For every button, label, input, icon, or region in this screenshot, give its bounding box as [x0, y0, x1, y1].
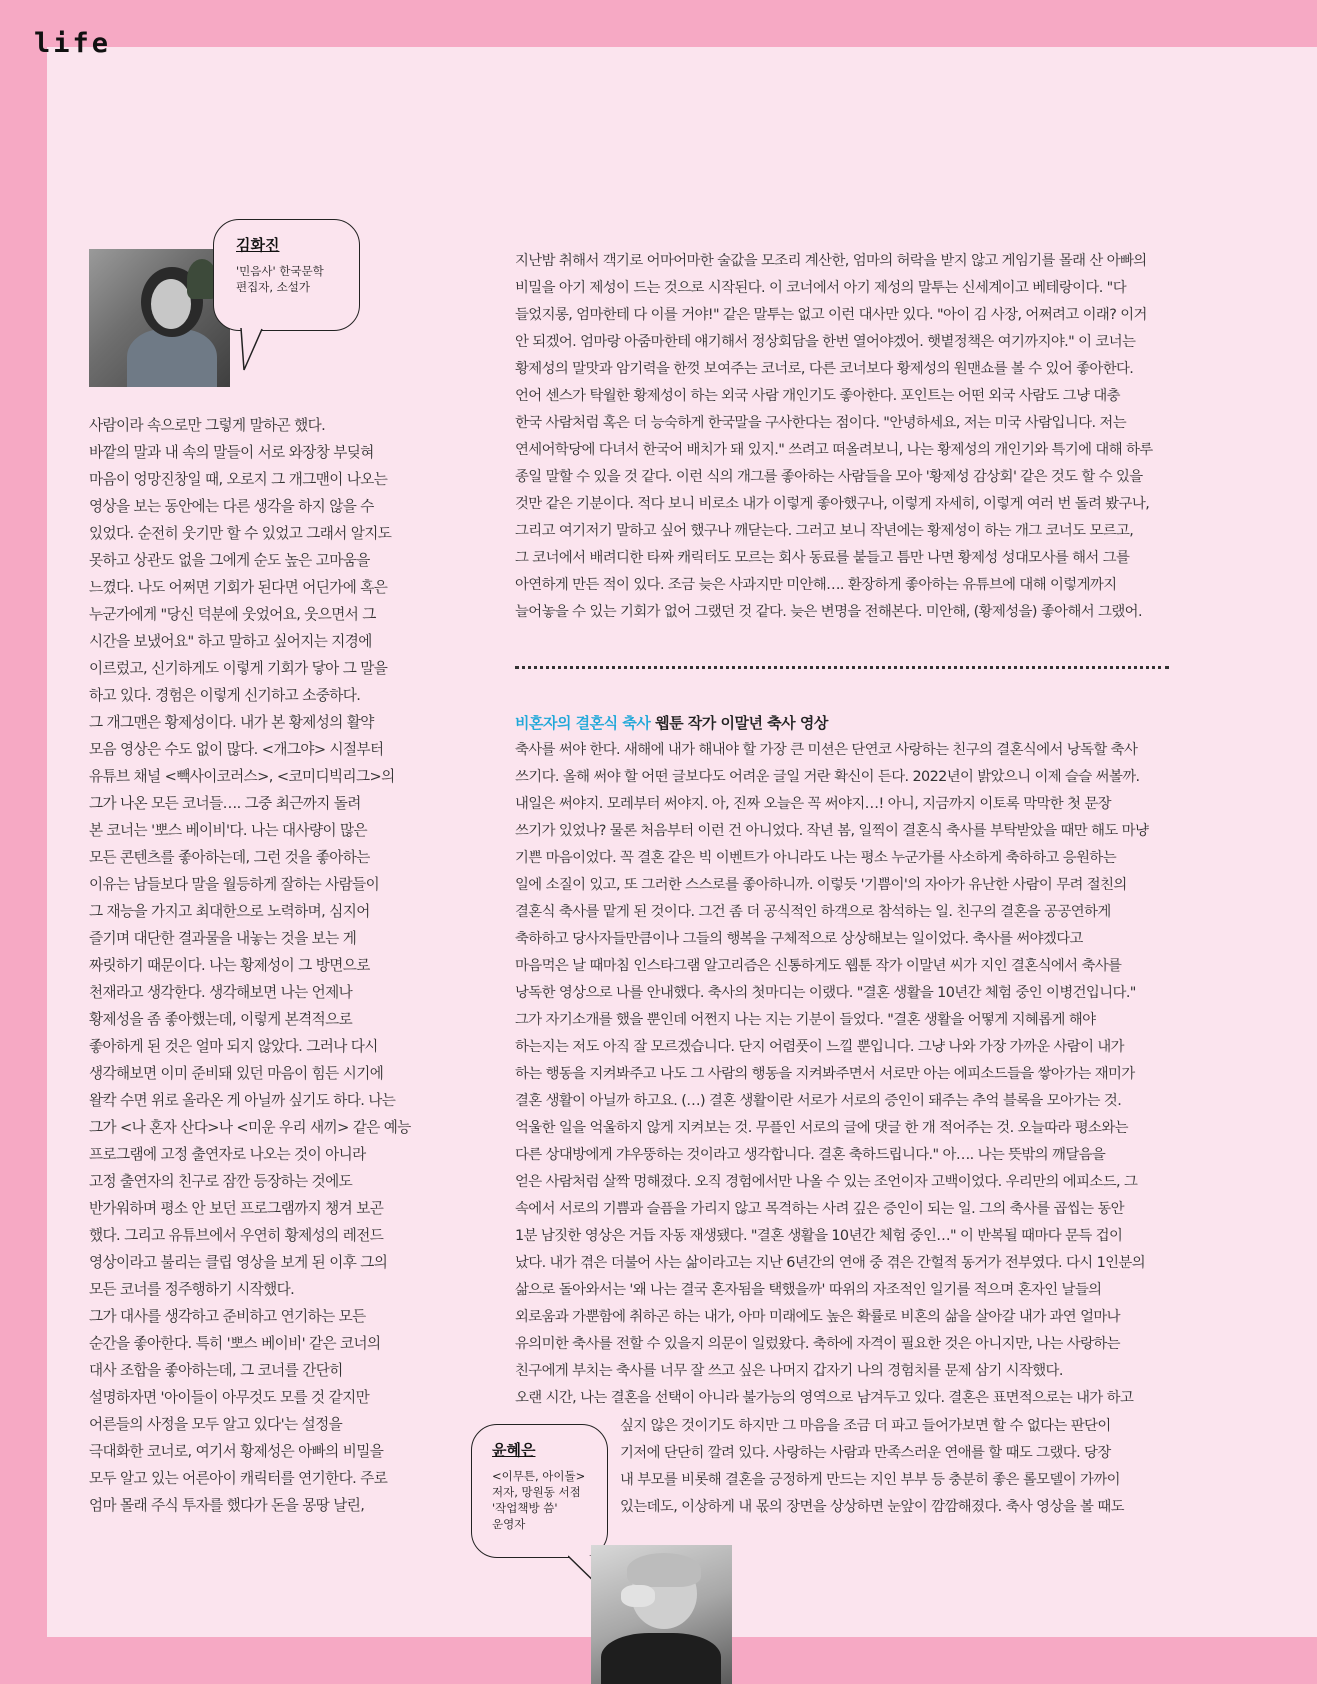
text-line: 그가 자기소개를 했을 뿐인데 어쩐지 나는 지는 기분이 들었다. "결혼 생활을 어떻게 지혜롭게 해야 — [515, 1012, 1096, 1028]
text-line: 유튜브 채널 <빽사이코러스>, <코미디빅리그>의 — [89, 768, 395, 785]
author1-bubble-tail — [240, 328, 264, 372]
text-line: 대사 조합을 좋아하는데, 그 코너를 간단히 — [89, 1362, 343, 1379]
text-line: 본 코너는 '뽀스 베이비'다. 나는 대사량이 많은 — [89, 822, 368, 839]
text-line: 그 재능을 가지고 최대한으로 노력하며, 심지어 — [89, 903, 370, 920]
text-line: 얻은 사람처럼 살짝 멍해졌다. 오직 경험에서만 나올 수 있는 조언이자 고백이었다. 우리만의 에피소드, 그 — [515, 1174, 1138, 1190]
text-line: 황제성의 말맛과 암기력을 한껏 보여주는 코너로, 다른 코너보다 황제성의 원맨쇼를 볼 수 있어 좋아한다. — [515, 361, 1134, 377]
text-line: 프로그램에 고정 출연자로 나오는 것이 아니라 — [89, 1146, 366, 1163]
text-line: 짜릿하기 때문이다. 나는 황제성이 그 방면으로 — [89, 957, 370, 974]
text-line: 누군가에게 "당신 덕분에 웃었어요, 웃으면서 그 — [89, 606, 376, 623]
text-line: 어른들의 사정을 모두 알고 있다'는 설정을 — [89, 1416, 343, 1433]
author2-photo — [591, 1545, 732, 1684]
text-line: 낭독한 영상으로 나를 안내했다. 축사의 첫마디는 이랬다. "결혼 생활을 10년간 체험 중인 이병건입니다." — [515, 985, 1136, 1001]
text-line: 영상을 보는 동안에는 다른 생각을 하지 않을 수 — [89, 498, 374, 515]
text-line: 결혼 생활이 아닐까 하고요. (…) 결혼 생활이란 서로가 서로의 증인이 돼주는 추억 블록을 모아가는 것. — [515, 1093, 1122, 1109]
section-divider — [515, 666, 1169, 669]
text-line: 엄마 몰래 주식 투자를 했다가 돈을 몽땅 날린, — [89, 1497, 365, 1514]
text-line: 바깥의 말과 내 속의 말들이 서로 와장창 부딪혀 — [89, 444, 374, 461]
text-line: 모든 콘텐츠를 좋아하는데, 그런 것을 좋아하는 — [89, 849, 370, 866]
text-line: 결혼식 축사를 맡게 된 것이다. 그건 좀 더 공식적인 하객으로 참석하는 일. 친구의 결혼을 공공연하게 — [515, 904, 1111, 920]
text-line: 속에서 서로의 기쁨과 슬픔을 가리지 않고 목격하는 사려 깊은 증인이 되는 일. 그의 축사를 곱씹는 동안 — [515, 1201, 1124, 1217]
text-line: 쓰기다. 올해 써야 할 어떤 글보다도 어려운 글일 거란 확신이 든다. 2022년이 밝았으니 이제 슬슬 써볼까. — [515, 769, 1140, 785]
author2-desc-line: <이무튼, 아이돌> — [492, 1469, 586, 1483]
right-bottom-column — [515, 737, 1148, 1412]
text-line: 즐기며 대단한 결과물을 내놓는 것을 보는 게 — [89, 930, 357, 947]
text-line: 언어 센스가 탁월한 황제성이 하는 외국 사람 개인기도 좋아한다. 포인트는 어떤 외국 사람도 그냥 대충 — [515, 388, 1120, 404]
section-label: life — [34, 28, 112, 59]
author1-desc-line: '민음사' 한국문학 — [236, 264, 324, 278]
text-line: 시간을 보냈어요" 하고 말하고 싶어지는 지경에 — [89, 633, 372, 650]
text-line: 들었지롱, 엄마한테 다 이를 거야!" 같은 말투는 없고 이런 대사만 있다. "아이 김 사장, 어쩌려고 이래? 이거 — [515, 307, 1147, 323]
text-line: 축하하고 당사자들만큼이나 그들의 행복을 구체적으로 상상해보는 일이었다. 축사를 써야겠다고 — [515, 931, 1083, 947]
text-line: 쓰기가 있었나? 물론 처음부터 이런 건 아니었다. 작년 봄, 일찍이 결혼식 축사를 부탁받았을 때만 해도 마냥 — [515, 823, 1149, 839]
text-line: 극대화한 코너로, 여기서 황제성은 아빠의 비밀을 — [89, 1443, 384, 1460]
text-line: 그가 <나 혼자 산다>나 <미운 우리 새끼> 같은 예능 — [89, 1119, 411, 1136]
text-line: 늘어놓을 수 있는 기회가 없어 그랬던 것 같다. 늦은 변명을 전해본다. 미안해, (황제성을) 좋아해서 그랬어. — [515, 604, 1142, 620]
heading-accent: 비혼자의 결혼식 축사 — [515, 714, 651, 732]
text-line: 설명하자면 '아이들이 아무것도 모를 것 같지만 — [89, 1389, 370, 1406]
text-line: 생각해보면 이미 준비돼 있던 마음이 힘든 시기에 — [89, 1065, 384, 1082]
text-line: 지난밤 취해서 객기로 어마어마한 술값을 모조리 계산한, 엄마의 허락을 받지 않고 게임기를 몰래 산 아빠의 — [515, 253, 1147, 269]
text-line: 안 되겠어. 엄마랑 아줌마한테 얘기해서 정상회담을 한번 열어야겠어. 햇볕정책은 여기까지야." 이 코너는 — [515, 334, 1136, 350]
text-line: 못하고 상관도 없을 그에게 순도 높은 고마움을 — [89, 552, 370, 569]
text-line: 연세어학당에 다녀서 한국어 배치가 돼 있지." 쓰려고 떠올려보니, 나는 황제성의 개인기와 특기에 대해 하루 — [515, 442, 1153, 458]
text-line: 이유는 남들보다 말을 월등하게 잘하는 사람들이 — [89, 876, 380, 893]
text-line: 일에 소질이 있고, 또 그러한 스스로를 좋아하니까. 이렇듯 '기쁨이'의 자아가 유난한 사람이 무려 절친의 — [515, 877, 1127, 893]
text-line: 그 개그맨은 황제성이다. 내가 본 황제성의 활약 — [89, 714, 374, 731]
author1-photo — [89, 249, 230, 387]
heading-rest: 웹툰 작가 이말년 축사 영상 — [650, 714, 828, 732]
text-line: 있었다. 순전히 웃기만 할 수 있었고 그래서 알지도 — [89, 525, 392, 542]
text-line: 천재라고 생각한다. 생각해보면 나는 언제나 — [89, 984, 353, 1001]
author2-desc-line: '작업책방 씀' — [492, 1501, 558, 1515]
text-line: 모음 영상은 수도 없이 많다. <개그야> 시절부터 — [89, 741, 384, 758]
text-line: 반가워하며 평소 안 보던 프로그램까지 챙겨 보곤 — [89, 1200, 384, 1217]
left-column — [89, 412, 411, 1519]
text-line: 내일은 써야지. 모레부터 써야지. 아, 진짜 오늘은 꼭 써야지…! 아니, 지금까지 이토록 막막한 첫 문장 — [515, 796, 1111, 812]
text-line: 영상이라고 불리는 클립 영상을 보게 된 이후 그의 — [89, 1254, 388, 1271]
text-line: 하는 행동을 지켜봐주고 나도 그 사람의 행동을 지켜봐주면서 서로만 아는 에피소드들을 쌓아가는 재미가 — [515, 1066, 1135, 1082]
text-line: 축사를 써야 한다. 새해에 내가 해내야 할 가장 큰 미션은 단연코 사랑하는 친구의 결혼식에서 낭독할 축사 — [515, 742, 1138, 758]
text-line: 오랜 시간, 나는 결혼을 선택이 아니라 불가능의 영역으로 남겨두고 있다. 결혼은 표면적으로는 내가 하고 — [515, 1390, 1134, 1406]
text-line: 삶으로 돌아와서는 '왜 나는 결국 혼자됨을 택했을까' 따위의 자조적인 일기를 적으며 혼자인 날들의 — [515, 1282, 1102, 1298]
text-line: 왈칵 수면 위로 올라온 게 아닐까 싶기도 하다. 나는 — [89, 1092, 396, 1109]
right-top-column — [515, 248, 1153, 626]
text-line: 것만 같은 기분이다. 적다 보니 비로소 내가 이렇게 좋아했구나, 이렇게 자세히, 이렇게 여러 번 돌려 봤구나, — [515, 496, 1150, 512]
text-line: 느꼈다. 나도 어쩌면 기회가 된다면 어딘가에 혹은 — [89, 579, 388, 596]
text-line: 아연하게 만든 적이 있다. 조금 늦은 사과지만 미안해…. 환장하게 좋아하는 유튜브에 대해 이렇게까지 — [515, 577, 1117, 593]
text-line: 내 부모를 비롯해 결혼을 긍정하게 만드는 지인 부부 등 충분히 좋은 롤모델이 가까이 — [620, 1472, 1120, 1488]
section-heading — [515, 712, 828, 733]
text-line: 그가 나온 모든 코너들…. 그중 최근까지 돌려 — [89, 795, 361, 812]
text-line: 유의미한 축사를 전할 수 있을지 의문이 일렀왔다. 축하에 자격이 필요한 것은 아니지만, 나는 사랑하는 — [515, 1336, 1120, 1352]
author2-bubble — [471, 1424, 608, 1558]
text-line: 한국 사람처럼 혹은 더 능숙하게 한국말을 구사한다는 점이다. "안녕하세요, 저는 미국 사람입니다. 저는 — [515, 415, 1126, 431]
text-line: 기저에 단단히 깔려 있다. 사랑하는 사람과 만족스러운 연애를 할 때도 그랬다. 당장 — [620, 1445, 1111, 1461]
text-line: 싶지 않은 것이기도 하지만 그 마음을 조금 더 파고 들어가보면 할 수 없다는 판단이 — [620, 1418, 1111, 1434]
text-line: 종일 말할 수 있을 것 같다. 이런 식의 개그를 좋아하는 사람들을 모아 '황제성 감상회' 같은 것도 할 수 있을 — [515, 469, 1143, 485]
text-line: 모든 코너를 정주행하기 시작했다. — [89, 1281, 295, 1298]
text-line: 사람이라 속으로만 그렇게 말하곤 했다. — [89, 417, 326, 434]
author2-desc-line: 운영자 — [492, 1517, 526, 1531]
right-bottom-tail — [620, 1413, 1124, 1521]
text-line: 있는데도, 이상하게 내 몫의 장면을 상상하면 눈앞이 깜깜해졌다. 축사 영상을 볼 때도 — [620, 1499, 1124, 1515]
text-line: 기쁜 마음이었다. 꼭 결혼 같은 빅 이벤트가 아니라도 나는 평소 누군가를 사소하게 축하하고 응원하는 — [515, 850, 1117, 866]
text-line: 모두 알고 있는 어른아이 캐릭터를 연기한다. 주로 — [89, 1470, 388, 1487]
text-line: 1분 남짓한 영상은 거듭 자동 재생됐다. "결혼 생활을 10년간 체험 중인…" 이 반복될 때마다 문득 겁이 — [515, 1228, 1123, 1244]
text-line: 그가 대사를 생각하고 준비하고 연기하는 모든 — [89, 1308, 366, 1325]
text-line: 외로움과 가뿐함에 취하곤 하는 내가, 아마 미래에도 높은 확률로 비혼의 삶을 살아갈 내가 과연 얼마나 — [515, 1309, 1120, 1325]
text-line: 마음먹은 날 때마침 인스타그램 알고리즘은 신통하게도 웹툰 작가 이말년 씨가 지인 결혼식에서 축사를 — [515, 958, 1122, 974]
text-line: 했다. 그리고 유튜브에서 우연히 황제성의 레전드 — [89, 1227, 384, 1244]
text-line: 이르렀고, 신기하게도 이렇게 기회가 닿아 그 말을 — [89, 660, 388, 677]
text-line: 황제성을 좀 좋아했는데, 이렇게 본격적으로 — [89, 1011, 353, 1028]
text-line: 억울한 일을 억울하지 않게 지켜보는 것. 무플인 서로의 글에 댓글 한 개 적어주는 것. 오늘따라 평소와는 — [515, 1120, 1128, 1136]
text-line: 좋아하게 된 것은 얼마 되지 않았다. 그러나 다시 — [89, 1038, 378, 1055]
text-line: 그 코너에서 배려디한 타짜 캐릭터도 모르는 회사 동료를 붙들고 틈만 나면 황제성 성대모사를 해서 그를 — [515, 550, 1130, 566]
author2-name: 윤혜은 — [492, 1441, 536, 1459]
author2-desc-line: 저자, 망원동 서점 — [492, 1485, 581, 1499]
author1-name: 김화진 — [236, 236, 280, 254]
text-line: 하는지는 저도 아직 잘 모르겠습니다. 단지 어렴풋이 느낄 뿐입니다. 그냥 나와 가장 가까운 사람이 내가 — [515, 1039, 1124, 1055]
text-line: 마음이 엉망진창일 때, 오로지 그 개그맨이 나오는 — [89, 471, 388, 488]
text-line: 다른 상대방에게 갸우뚱하는 것이라고 생각합니다. 결혼 축하드립니다." 아…. 나는 뜻밖의 깨달음을 — [515, 1147, 1106, 1163]
author1-desc-line: 편집자, 소설가 — [236, 280, 310, 294]
text-line: 비밀을 아기 제성이 드는 것으로 시작된다. 이 코너에서 아기 제성의 말투는 신세계이고 베테랑이다. "다 — [515, 280, 1126, 296]
text-line: 친구에게 부치는 축사를 너무 잘 쓰고 싶은 나머지 갑자기 나의 경험치를 문제 삼기 시작했다. — [515, 1363, 1063, 1379]
author1-bubble — [213, 219, 360, 331]
text-line: 순간을 좋아한다. 특히 '뽀스 베이비' 같은 코너의 — [89, 1335, 381, 1352]
text-line: 났다. 내가 겪은 더불어 사는 삶이라고는 지난 6년간의 연애 중 겪은 간헐적 동거가 전부였다. 다시 1인분의 — [515, 1255, 1146, 1271]
text-line: 그리고 여기저기 말하고 싶어 했구나 깨닫는다. 그러고 보니 작년에는 황제성이 하는 개그 코너도 모르고, — [515, 523, 1134, 539]
text-line: 하고 있다. 경험은 이렇게 신기하고 소중하다. — [89, 687, 361, 704]
text-line: 고정 출연자의 친구로 잠깐 등장하는 것에도 — [89, 1173, 353, 1190]
